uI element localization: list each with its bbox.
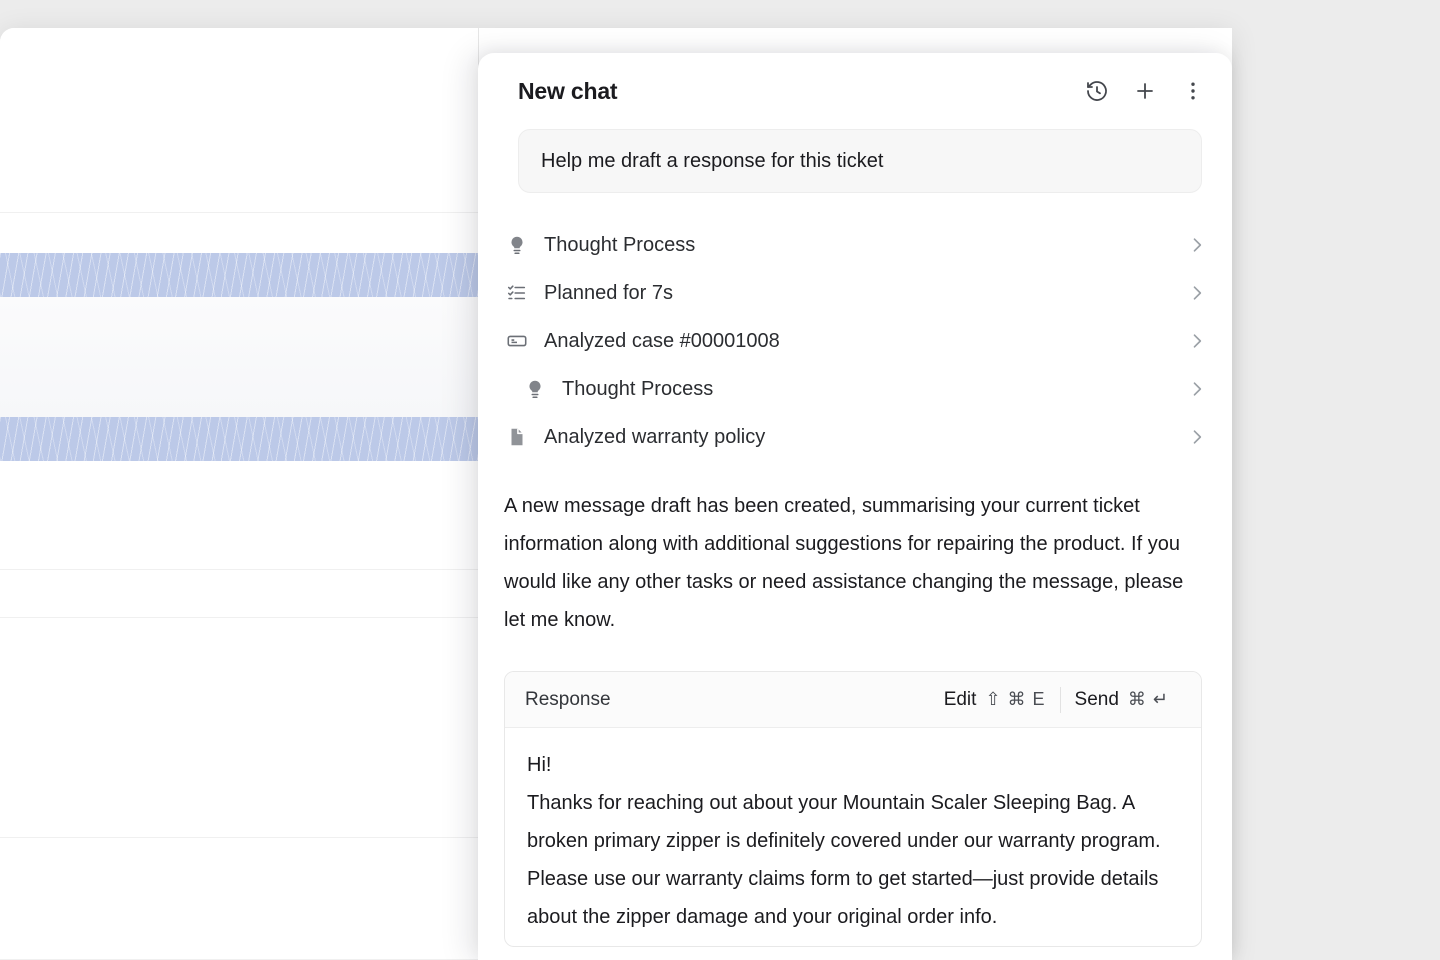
step-label: Thought Process (544, 233, 696, 256)
send-shortcut: ⌘ ↵ (1127, 689, 1169, 709)
step-thought-process[interactable] (504, 221, 1208, 269)
user-message-container (478, 129, 1232, 193)
response-card-header (505, 672, 1201, 728)
selected-row[interactable] (0, 297, 478, 417)
step-thought-process-nested[interactable] (504, 365, 1208, 413)
step-analyzed-warranty-policy[interactable] (504, 413, 1208, 461)
highlight-band (0, 417, 478, 461)
step-label: Analyzed case #00001008 (544, 329, 780, 352)
list-item[interactable] (0, 838, 478, 960)
step-analyzed-case[interactable] (504, 317, 1208, 365)
chat-panel (478, 53, 1232, 960)
background-record-list (0, 28, 479, 960)
edit-button[interactable] (930, 689, 1060, 711)
history-icon[interactable] (1084, 78, 1110, 104)
step-label: Planned for 7s (544, 281, 673, 304)
user-message: Help me draft a response for this ticket (518, 129, 1202, 193)
edit-label: Edit (943, 688, 977, 710)
chevron-right-icon (1186, 426, 1208, 448)
lightbulb-icon (522, 376, 548, 402)
chevron-right-icon (1186, 234, 1208, 256)
chevron-right-icon (1186, 330, 1208, 352)
response-greeting: Hi! (527, 754, 552, 776)
send-label: Send (1074, 688, 1119, 710)
list-item[interactable] (0, 461, 478, 570)
response-body-text: Thanks for reaching out about your Mountain Scaler Sleeping Bag. A broken primary zipper is definitely covered under our warranty program. Please use our warranty claims form to get started—just provide details about the zipper damage and your original order info. (527, 792, 1161, 928)
lightbulb-icon (504, 232, 530, 258)
ticket-icon (504, 328, 530, 354)
step-label: Thought Process (562, 377, 714, 400)
reasoning-steps (478, 221, 1232, 461)
highlight-band (0, 253, 478, 297)
chevron-right-icon (1186, 378, 1208, 400)
chevron-right-icon (1186, 282, 1208, 304)
plus-icon[interactable] (1132, 78, 1158, 104)
document-icon (504, 424, 530, 450)
edit-shortcut: ⇧ ⌘ E (985, 689, 1046, 709)
checklist-icon (504, 280, 530, 306)
list-item[interactable] (0, 618, 478, 838)
chat-title: New chat (518, 77, 618, 104)
assistant-message: A new message draft has been created, summarising your current ticket information along with additional suggestions for repairing the product. If you would like any other tasks or need assistance changing the message, please let me know. (504, 495, 1184, 631)
send-button[interactable] (1061, 689, 1183, 711)
response-draft-text[interactable] (505, 728, 1201, 946)
list-item[interactable] (0, 28, 478, 213)
step-label: Analyzed warranty policy (544, 425, 766, 448)
chat-header-actions (1084, 78, 1206, 104)
more-vertical-icon[interactable] (1180, 78, 1206, 104)
list-item[interactable] (0, 570, 478, 618)
response-card-title: Response (525, 688, 611, 710)
step-planned[interactable] (504, 269, 1208, 317)
response-card (504, 671, 1202, 947)
chat-header (478, 53, 1232, 129)
